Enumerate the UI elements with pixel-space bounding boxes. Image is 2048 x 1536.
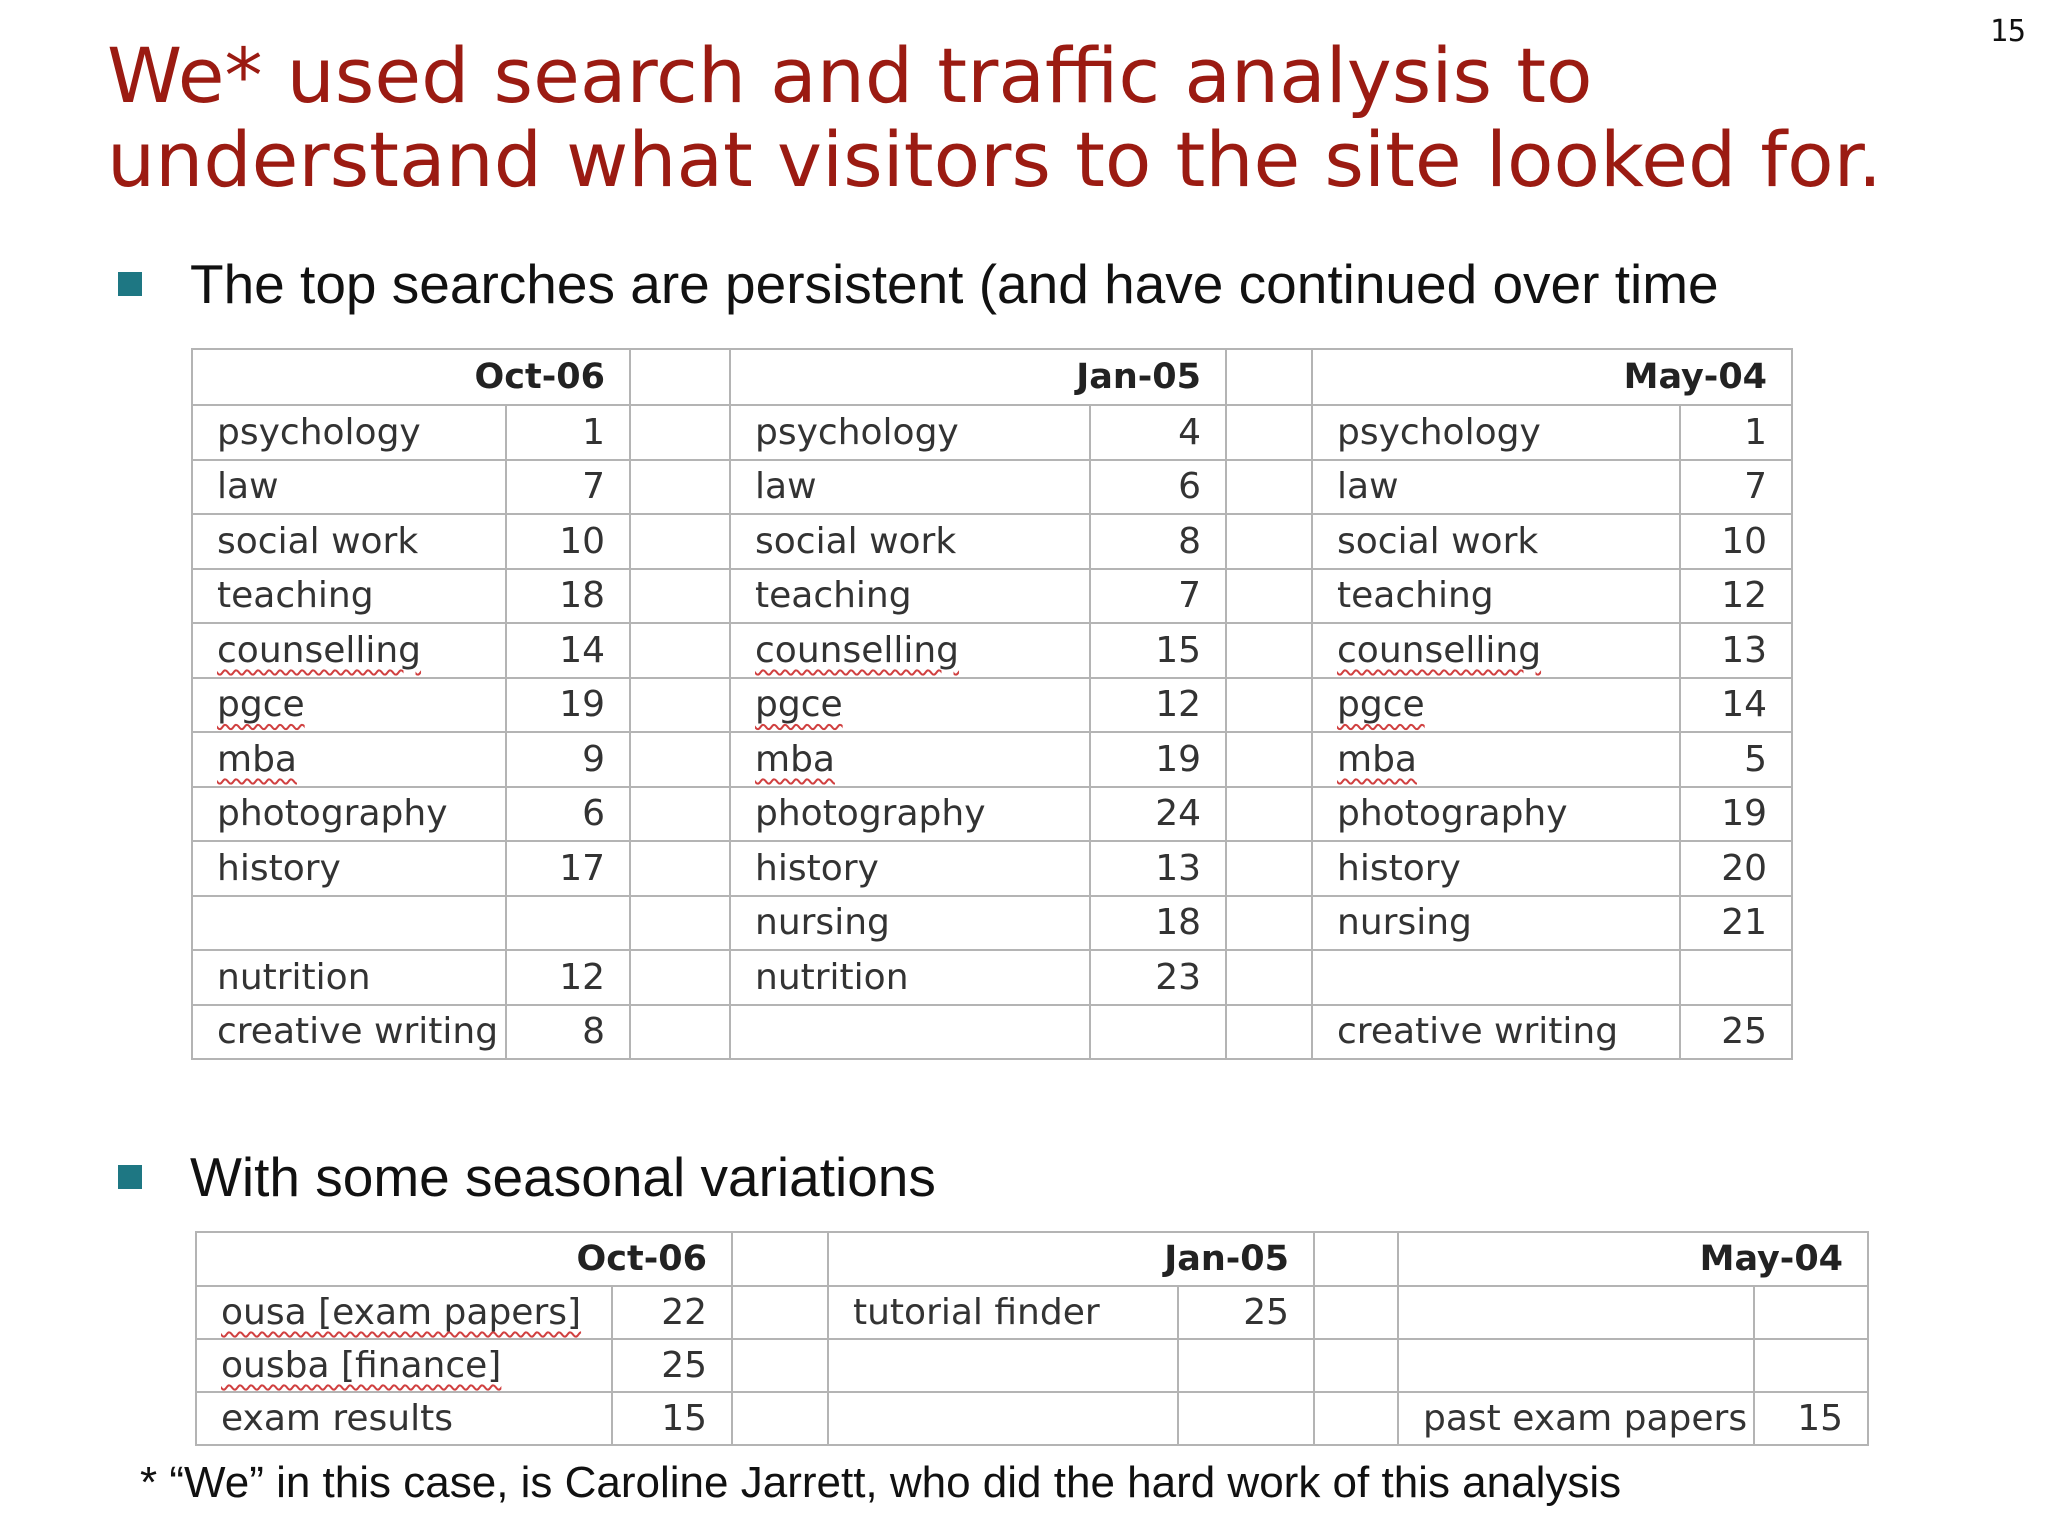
spacer-cell (630, 1005, 730, 1060)
rank-cell: 1 (1680, 405, 1792, 460)
search-term: creative writing (217, 1011, 499, 1053)
column-header: May-04 (1312, 349, 1792, 405)
spacer-cell (630, 787, 730, 842)
search-term-cell (1398, 1286, 1754, 1339)
rank-cell: 10 (506, 514, 630, 569)
rank-cell: 24 (1090, 787, 1226, 842)
search-term-cell (730, 896, 1090, 951)
rank-cell: 18 (506, 569, 630, 624)
search-term: mba (755, 738, 835, 780)
search-term: teaching (1337, 575, 1494, 617)
spacer-cell (1314, 1286, 1398, 1339)
spacer-cell (630, 349, 730, 405)
table-header-row (196, 1232, 1868, 1286)
search-term: past exam papers (1423, 1398, 1748, 1439)
search-term: ousa [exam papers] (221, 1292, 582, 1333)
search-term: photography (217, 793, 448, 835)
rank-cell: 8 (506, 1005, 630, 1060)
rank-cell (1090, 1005, 1226, 1060)
search-term-cell (1398, 1392, 1754, 1445)
spacer-cell (630, 678, 730, 733)
spacer-cell (630, 514, 730, 569)
rank-cell: 19 (1680, 787, 1792, 842)
table-row (192, 569, 1792, 624)
search-term-cell (192, 1005, 506, 1060)
rank-cell (1178, 1339, 1314, 1392)
slide-title: We* used search and traffic analysis to understand what visitors to the site looked for. (107, 31, 1883, 204)
search-term-cell (730, 514, 1090, 569)
search-term-cell (828, 1392, 1178, 1445)
table-row (192, 950, 1792, 1005)
search-term-cell (1312, 569, 1680, 624)
spacer-cell (1226, 460, 1312, 515)
spacer-cell (1226, 787, 1312, 842)
search-term: counselling (755, 629, 960, 671)
search-term-cell (730, 678, 1090, 733)
search-term: counselling (217, 629, 422, 671)
table-row (196, 1339, 1868, 1392)
search-term-cell (192, 569, 506, 624)
search-term: ousba [finance] (221, 1345, 502, 1386)
search-term: photography (755, 793, 986, 835)
search-term-cell (192, 623, 506, 678)
spacer-cell (630, 950, 730, 1005)
table-row (192, 841, 1792, 896)
table-row (192, 1005, 1792, 1060)
seasonal-searches-table (195, 1231, 1869, 1446)
spacer-cell (630, 405, 730, 460)
search-term-cell (192, 787, 506, 842)
search-term-cell (730, 732, 1090, 787)
table-row (192, 732, 1792, 787)
search-term-cell (1312, 787, 1680, 842)
search-term-cell (730, 1005, 1090, 1060)
rank-cell: 15 (1090, 623, 1226, 678)
square-bullet-icon (118, 272, 142, 296)
search-term-cell (192, 950, 506, 1005)
search-term-cell (1312, 732, 1680, 787)
rank-cell: 7 (1680, 460, 1792, 515)
search-term-cell (730, 623, 1090, 678)
column-header: Jan-05 (730, 349, 1226, 405)
search-term-cell (730, 405, 1090, 460)
rank-cell: 14 (506, 623, 630, 678)
search-term: mba (217, 738, 297, 780)
bullet-seasonal (118, 1145, 936, 1209)
search-term: pgce (755, 684, 843, 726)
search-term-cell (192, 841, 506, 896)
column-header: May-04 (1398, 1232, 1868, 1286)
search-term: nutrition (217, 956, 371, 998)
spacer-cell (1226, 678, 1312, 733)
rank-cell: 6 (506, 787, 630, 842)
search-term: nursing (755, 902, 890, 944)
bullet-text: The top searches are persistent (and have continued over time (190, 253, 1719, 315)
search-term: social work (217, 520, 419, 562)
rank-cell: 5 (1680, 732, 1792, 787)
rank-cell (1680, 950, 1792, 1005)
column-header: Oct-06 (192, 349, 630, 405)
search-term: exam results (221, 1398, 453, 1439)
spacer-cell (732, 1392, 828, 1445)
table-row (192, 896, 1792, 951)
search-term: photography (1337, 793, 1568, 835)
search-term-cell (1312, 623, 1680, 678)
top-searches-table (191, 348, 1793, 1060)
rank-cell (1754, 1286, 1868, 1339)
rank-cell: 13 (1090, 841, 1226, 896)
search-term-cell (1312, 950, 1680, 1005)
spacer-cell (630, 460, 730, 515)
spacer-cell (732, 1286, 828, 1339)
table-row (192, 787, 1792, 842)
search-term-cell (1312, 514, 1680, 569)
column-header: Oct-06 (196, 1232, 732, 1286)
rank-cell (1178, 1392, 1314, 1445)
search-term-cell (192, 405, 506, 460)
search-term: teaching (217, 575, 374, 617)
search-term-cell (1312, 841, 1680, 896)
search-term-cell (1398, 1339, 1754, 1392)
rank-cell: 12 (1090, 678, 1226, 733)
table-row (196, 1392, 1868, 1445)
search-term: law (755, 466, 817, 508)
column-header: Jan-05 (828, 1232, 1314, 1286)
search-term: mba (1337, 738, 1417, 780)
table-header-row (192, 349, 1792, 405)
spacer-cell (1226, 896, 1312, 951)
search-term: law (1337, 466, 1399, 508)
table-row (192, 460, 1792, 515)
search-term: creative writing (1337, 1011, 1619, 1053)
search-term-cell (730, 950, 1090, 1005)
search-term-cell (1312, 405, 1680, 460)
search-term-cell (730, 841, 1090, 896)
spacer-cell (630, 896, 730, 951)
search-term-cell (730, 787, 1090, 842)
search-term-cell (192, 896, 506, 951)
spacer-cell (732, 1232, 828, 1286)
search-term-cell (196, 1339, 612, 1392)
search-term-cell (828, 1339, 1178, 1392)
rank-cell: 15 (612, 1392, 732, 1445)
table-row (192, 678, 1792, 733)
rank-cell: 25 (1680, 1005, 1792, 1060)
search-term: history (755, 847, 879, 889)
table-row (192, 405, 1792, 460)
search-term: history (217, 847, 341, 889)
rank-cell: 13 (1680, 623, 1792, 678)
rank-cell (506, 896, 630, 951)
rank-cell: 23 (1090, 950, 1226, 1005)
rank-cell: 7 (506, 460, 630, 515)
search-term: teaching (755, 575, 912, 617)
spacer-cell (732, 1339, 828, 1392)
rank-cell: 17 (506, 841, 630, 896)
search-term-cell (730, 569, 1090, 624)
rank-cell: 12 (506, 950, 630, 1005)
rank-cell: 4 (1090, 405, 1226, 460)
search-term: social work (755, 520, 957, 562)
spacer-cell (630, 732, 730, 787)
bullet-persistent (118, 252, 1719, 316)
spacer-cell (1226, 623, 1312, 678)
search-term: pgce (1337, 684, 1425, 726)
rank-cell: 21 (1680, 896, 1792, 951)
search-term-cell (1312, 1005, 1680, 1060)
search-term: tutorial finder (853, 1292, 1100, 1333)
search-term-cell (192, 732, 506, 787)
search-term: counselling (1337, 629, 1542, 671)
search-term-cell (192, 514, 506, 569)
search-term-cell (730, 460, 1090, 515)
table-row (192, 514, 1792, 569)
spacer-cell (1314, 1339, 1398, 1392)
rank-cell (1754, 1339, 1868, 1392)
table-row (192, 623, 1792, 678)
spacer-cell (1226, 514, 1312, 569)
rank-cell: 8 (1090, 514, 1226, 569)
rank-cell: 19 (506, 678, 630, 733)
search-term-cell (196, 1286, 612, 1339)
rank-cell: 20 (1680, 841, 1792, 896)
search-term: law (217, 466, 279, 508)
rank-cell: 7 (1090, 569, 1226, 624)
search-term-cell (196, 1392, 612, 1445)
bullet-text: With some seasonal variations (190, 1146, 936, 1208)
search-term: nutrition (755, 956, 909, 998)
search-term-cell (192, 678, 506, 733)
search-term-cell (192, 460, 506, 515)
rank-cell: 9 (506, 732, 630, 787)
spacer-cell (1226, 732, 1312, 787)
search-term-cell (1312, 460, 1680, 515)
rank-cell: 1 (506, 405, 630, 460)
spacer-cell (1226, 405, 1312, 460)
spacer-cell (630, 623, 730, 678)
search-term: nursing (1337, 902, 1472, 944)
square-bullet-icon (118, 1165, 142, 1189)
page-number: 15 (1989, 14, 2026, 49)
rank-cell: 18 (1090, 896, 1226, 951)
search-term: pgce (217, 684, 305, 726)
rank-cell: 15 (1754, 1392, 1868, 1445)
rank-cell: 12 (1680, 569, 1792, 624)
search-term: psychology (217, 411, 421, 453)
spacer-cell (1226, 950, 1312, 1005)
rank-cell: 25 (612, 1339, 732, 1392)
search-term-cell (1312, 678, 1680, 733)
footnote: * “We” in this case, is Caroline Jarrett, who did the hard work of this analysis (140, 1458, 1622, 1507)
spacer-cell (630, 569, 730, 624)
rank-cell: 25 (1178, 1286, 1314, 1339)
rank-cell: 14 (1680, 678, 1792, 733)
table-row (196, 1286, 1868, 1339)
spacer-cell (1226, 1005, 1312, 1060)
search-term-cell (828, 1286, 1178, 1339)
spacer-cell (1314, 1232, 1398, 1286)
search-term: history (1337, 847, 1461, 889)
search-term-cell (1312, 896, 1680, 951)
spacer-cell (1226, 841, 1312, 896)
spacer-cell (1314, 1392, 1398, 1445)
spacer-cell (1226, 349, 1312, 405)
rank-cell: 19 (1090, 732, 1226, 787)
search-term: psychology (1337, 411, 1541, 453)
search-term: psychology (755, 411, 959, 453)
rank-cell: 22 (612, 1286, 732, 1339)
spacer-cell (630, 841, 730, 896)
rank-cell: 6 (1090, 460, 1226, 515)
search-term: social work (1337, 520, 1539, 562)
spacer-cell (1226, 569, 1312, 624)
rank-cell: 10 (1680, 514, 1792, 569)
